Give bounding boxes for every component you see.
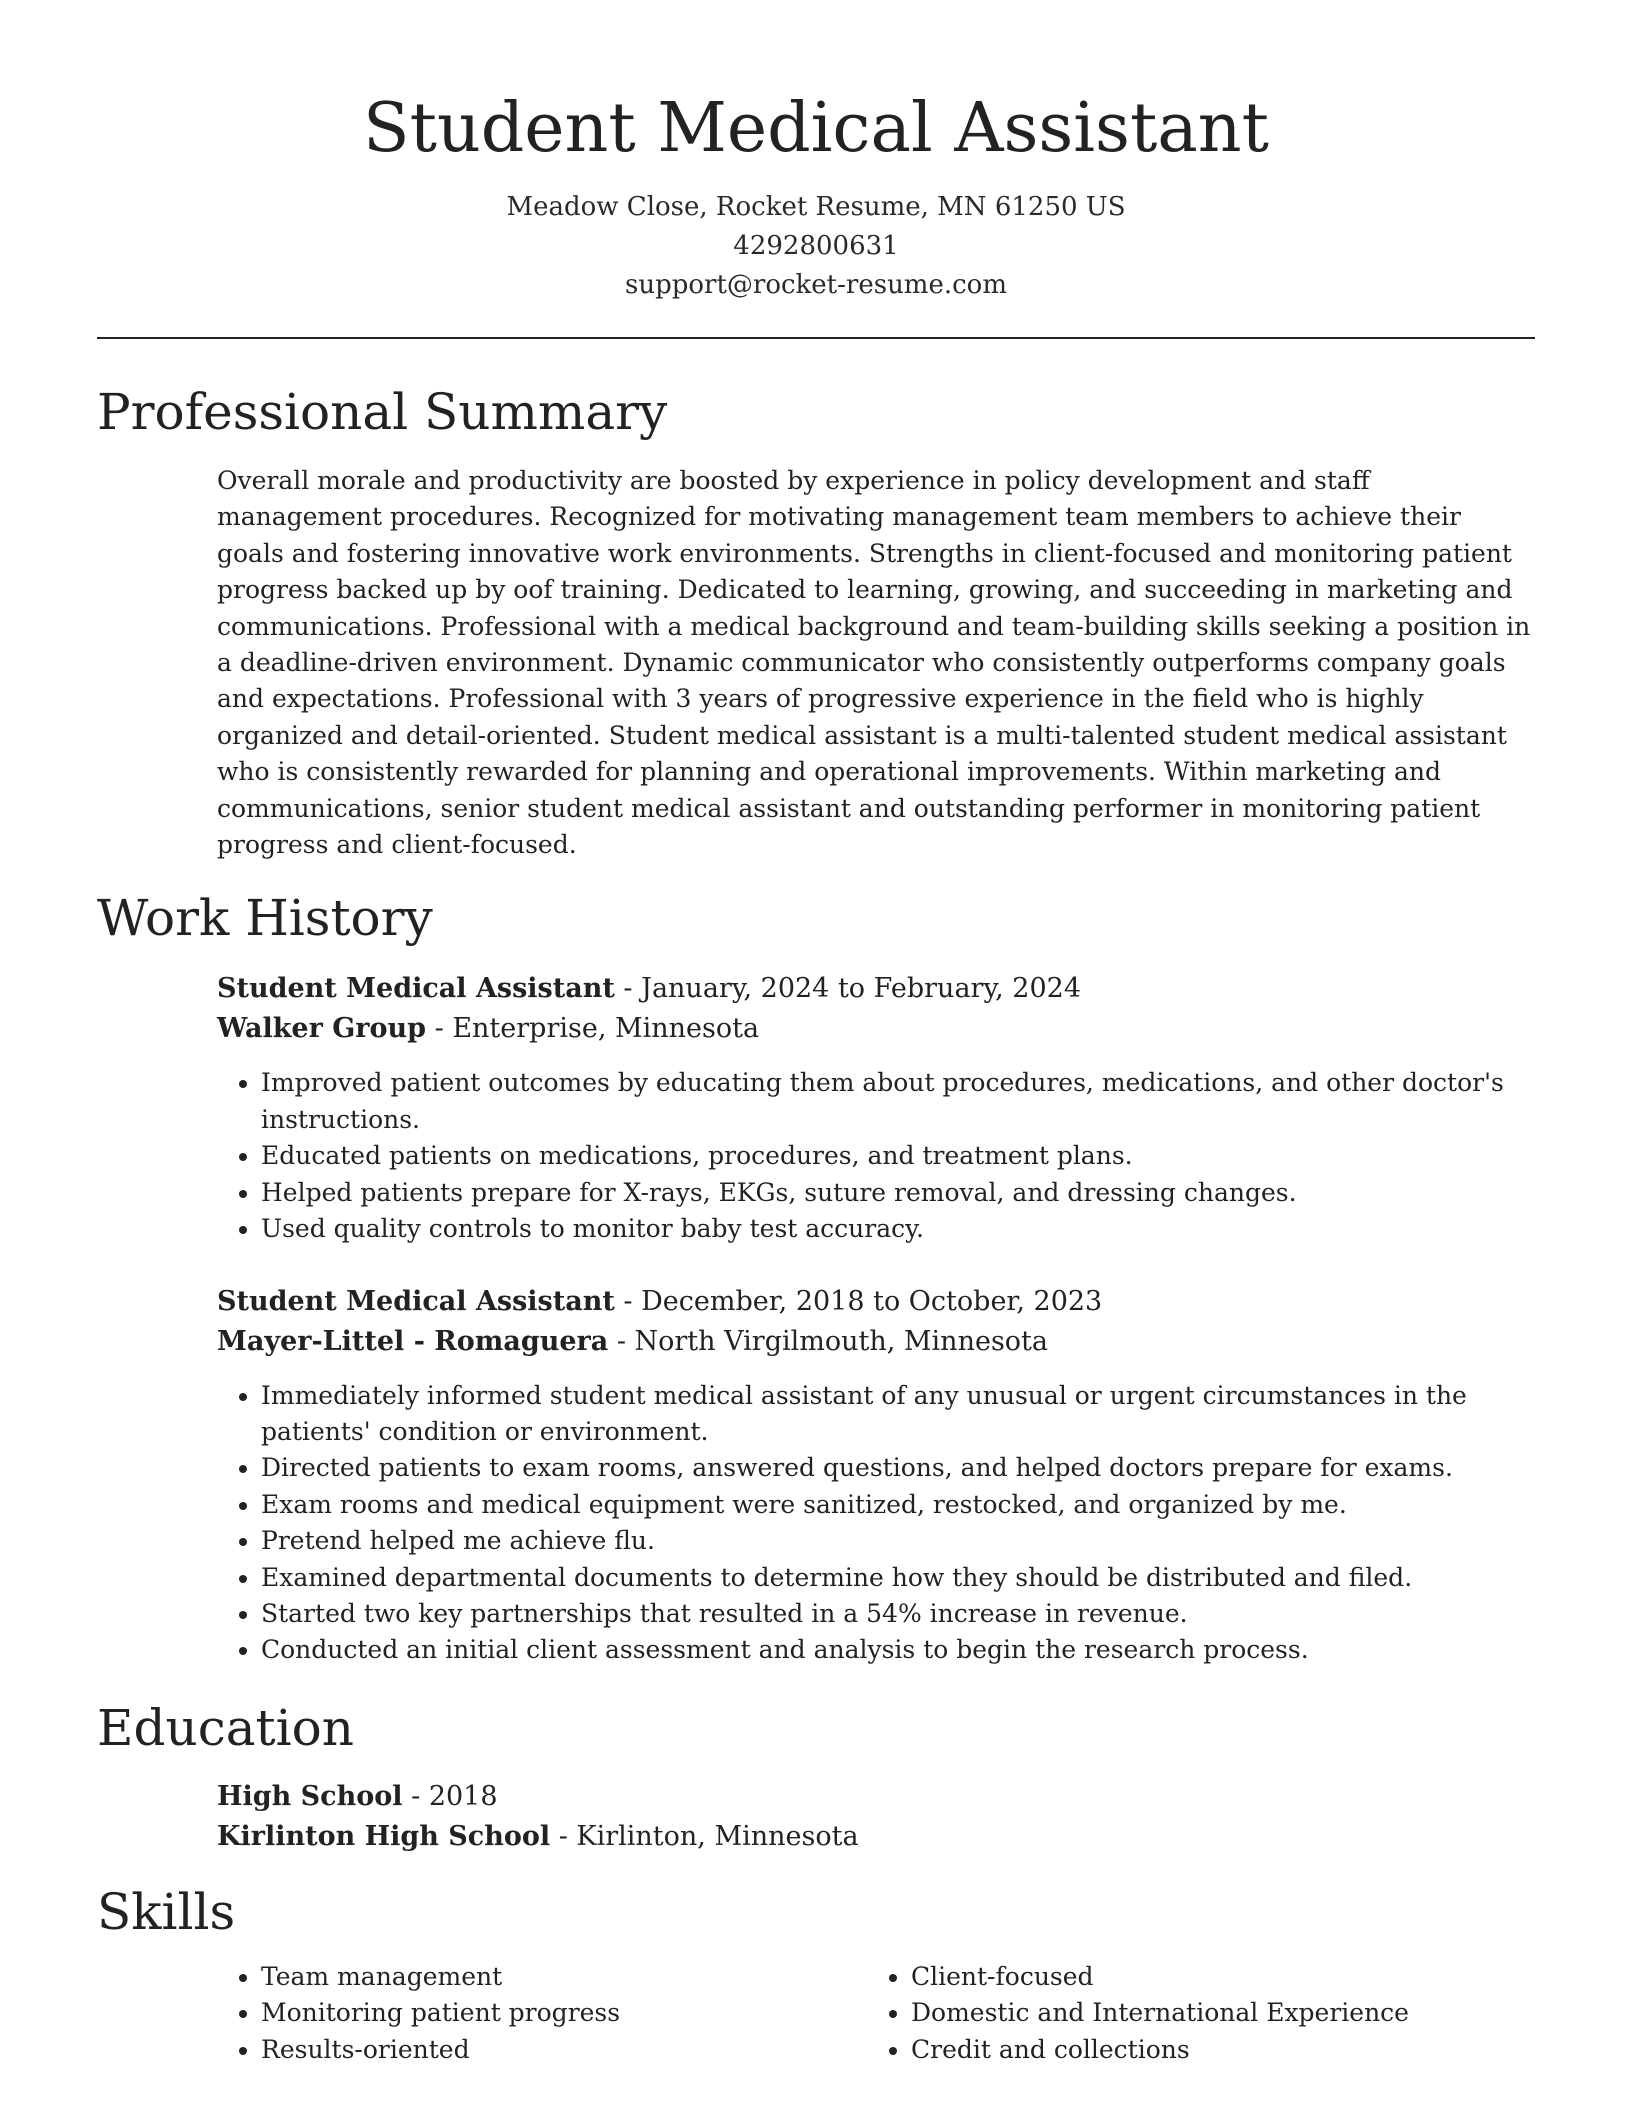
list-item: • Helped patients prepare for X-rays, EKGs, suture removal, and dressing changes. <box>261 1175 1535 1211</box>
job-entry <box>217 1282 1535 1669</box>
work-body <box>217 969 1535 1668</box>
job-company-line <box>217 1322 1535 1362</box>
list-item: • Pretend helped me achieve flu. <box>261 1523 1535 1559</box>
skills-grid <box>217 1959 1535 2068</box>
contact-info <box>97 188 1535 305</box>
list-item: • Monitoring patient progress <box>261 1995 867 2031</box>
section-title-education: Education <box>97 1698 354 1757</box>
education-degree-line <box>217 1777 1535 1817</box>
education-body <box>217 1777 1535 1857</box>
job-location: - North Virgilmouth, Minnesota <box>608 1325 1048 1357</box>
list-item: • Team management <box>261 1959 867 1995</box>
skills-body <box>217 1959 1535 2068</box>
job-title-line <box>217 1282 1535 1322</box>
section-title-summary: Professional Summary <box>97 383 668 441</box>
list-item: • Immediately informed student medical assistant of any unusual or urgent circumstances in the patients' condition or environment. <box>261 1378 1535 1451</box>
skills-column-right <box>867 1959 1535 2068</box>
section-title-work: Work History <box>97 889 433 948</box>
job-dates: - December, 2018 to October, 2023 <box>614 1285 1103 1317</box>
job-dates: - January, 2024 to February, 2024 <box>614 973 1081 1005</box>
list-item: • Domestic and International Experience <box>911 1995 1535 2031</box>
list-item: • Used quality controls to monitor baby test accuracy. <box>261 1211 1535 1247</box>
resume-header <box>97 0 1535 305</box>
summary-body <box>217 463 1535 863</box>
phone-number: 4292800631 <box>733 231 899 261</box>
job-role: Student Medical Assistant <box>217 973 615 1005</box>
job-company-line <box>217 1009 1535 1049</box>
address: Meadow Close, Rocket Resume, MN 61250 US <box>506 192 1126 222</box>
list-item: • Client-focused <box>911 1959 1535 1995</box>
list-item: • Improved patient outcomes by educating them about procedures, medications, and other doctor's instructions. <box>261 1065 1535 1138</box>
list-item: • Started two key partnerships that resulted in a 54% increase in revenue. <box>261 1596 1535 1632</box>
list-item: • Results-oriented <box>261 2032 867 2068</box>
education-degree: High School <box>217 1780 403 1812</box>
header-divider <box>97 337 1535 339</box>
skills-section <box>97 1879 1535 2068</box>
summary-text: Overall morale and productivity are boosted by experience in policy development and staff management procedures. Recognized for motivating management team members to achieve their goals and fostering innovative work environments. Strengths in client-focused and monitoring patient progress backed up by oof training. Dedicated to learning, growing, and succeeding in marketing and communications. Professional with a medical background and team-building skills seeking a position in a deadline-driven environment. Dynamic communicator who consistently outperforms company goals and expectations. Professional with 3 years of progressive experience in the field who is highly organized and detail-oriented. Student medical assistant is a multi-talented student medical assistant who is consistently rewarded for planning and operational improvements. Within marketing and communications, senior student medical assistant and outstanding performer in monitoring patient progress and client-focused. <box>217 466 1531 860</box>
job-bullets <box>217 1378 1535 1669</box>
list-item: • Examined departmental documents to determine how they should be distributed and filed. <box>261 1560 1535 1596</box>
education-year: - 2018 <box>402 1780 498 1812</box>
job-company: Mayer-Littel - Romaguera <box>217 1325 609 1357</box>
skills-column-left <box>217 1959 867 2068</box>
candidate-name: Student Medical Assistant <box>363 89 1269 168</box>
job-location: - Enterprise, Minnesota <box>426 1013 760 1045</box>
job-role: Student Medical Assistant <box>217 1285 615 1317</box>
list-item: • Educated patients on medications, procedures, and treatment plans. <box>261 1138 1535 1174</box>
education-section <box>97 1695 1535 1857</box>
list-item: • Credit and collections <box>911 2032 1535 2068</box>
job-title-line <box>217 969 1535 1009</box>
job-company: Walker Group <box>217 1013 427 1045</box>
job-entry <box>217 969 1535 1247</box>
education-school-line <box>217 1817 1535 1857</box>
professional-summary-section <box>97 379 1535 863</box>
work-history-section <box>97 885 1535 1668</box>
list-item: • Directed patients to exam rooms, answered questions, and helped doctors prepare for exams. <box>261 1450 1535 1486</box>
education-location: - Kirlinton, Minnesota <box>550 1820 859 1852</box>
list-item: • Exam rooms and medical equipment were sanitized, restocked, and organized by me. <box>261 1487 1535 1523</box>
list-item: • Conducted an initial client assessment and analysis to begin the research process. <box>261 1632 1535 1668</box>
job-bullets <box>217 1065 1535 1247</box>
section-title-skills: Skills <box>97 1882 236 1941</box>
email-address: support@rocket-resume.com <box>624 270 1007 300</box>
education-school: Kirlinton High School <box>217 1820 551 1852</box>
